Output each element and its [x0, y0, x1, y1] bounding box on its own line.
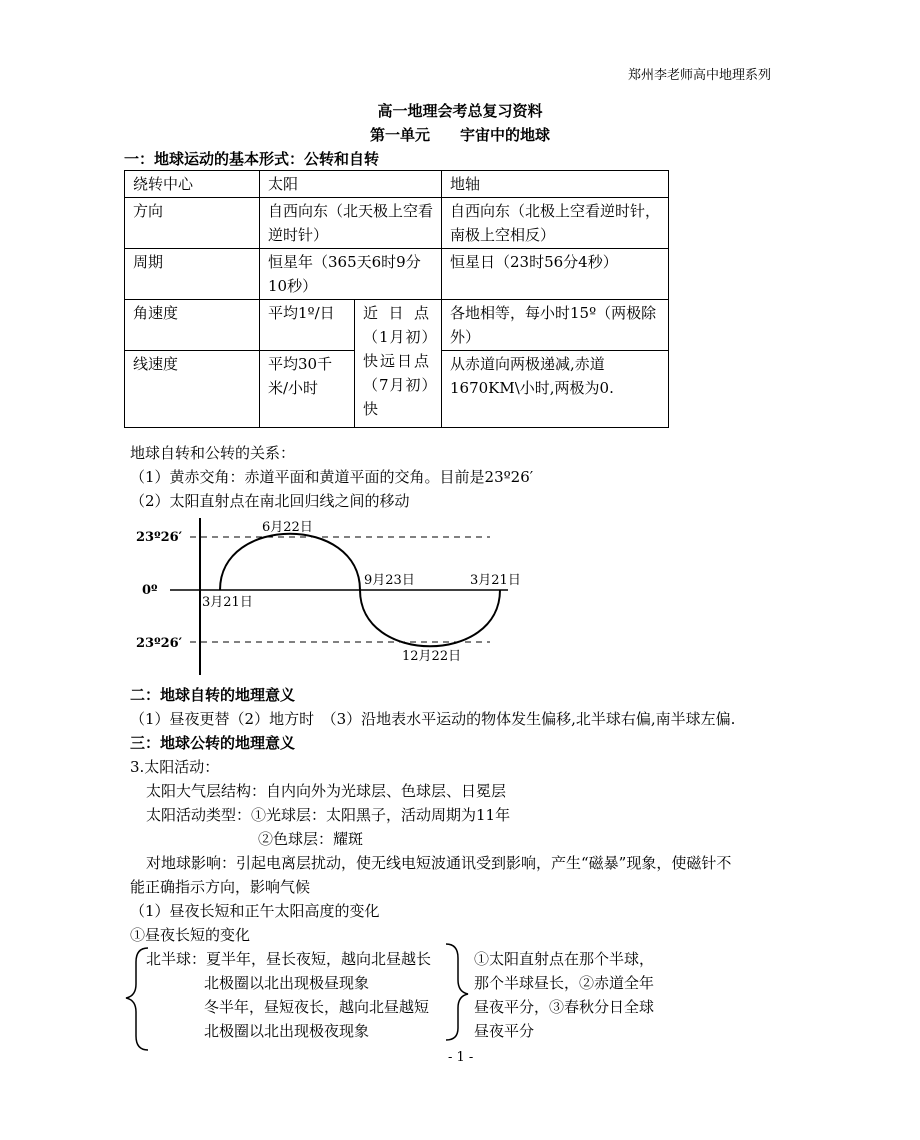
- date-label: 12月22日: [402, 649, 462, 664]
- earth-impact-line-1: 对地球影响：引起电离层扰动，使无线电短波通讯受到影响，产生“磁暴”现象，使磁针不: [146, 854, 732, 872]
- conclusion-line-3: 昼夜平分，③春秋分日全球: [474, 998, 655, 1016]
- relation-title: 地球自转和公转的关系：: [130, 444, 296, 462]
- sun-activity-type-2: ②色球层：耀斑: [258, 830, 364, 848]
- table-cell: 周期: [125, 249, 260, 300]
- subsection-1-1: ①昼夜长短的变化: [130, 926, 251, 944]
- section-2-text: （1）昼夜更替（2）地方时 （3）沿地表水平运动的物体发生偏移,北半球右偏,南半球左偏.: [130, 710, 736, 728]
- lat-equator-label: 0º: [142, 583, 158, 598]
- right-brace-icon: [446, 944, 468, 1040]
- table-cell: 绕转中心: [125, 171, 260, 198]
- sun-structure: 太阳大气层结构：自内向外为光球层、色球层、日冕层: [146, 782, 507, 800]
- page-header: 郑州李老师高中地理系列: [628, 68, 772, 83]
- day-night-line-1: 北半球：夏半年，昼长夜短，越向北昼越长: [146, 950, 432, 968]
- table-cell: 近日点（1月初）快远日点（7月初）快: [355, 300, 442, 428]
- table-cell: 太阳: [260, 171, 442, 198]
- date-label: 9月23日: [364, 573, 415, 588]
- document-title: 高一地理会考总复习资料: [377, 102, 543, 120]
- conclusion-line-4: 昼夜平分: [474, 1022, 535, 1040]
- section-3-heading: 三：地球公转的地理意义: [130, 734, 296, 752]
- table-cell: 自西向东（北天极上空看逆时针）: [260, 198, 442, 249]
- conclusion-line-2: 那个半球昼长，②赤道全年: [474, 974, 655, 992]
- conclusion-line-1: ①太阳直射点在那个半球，: [474, 950, 655, 968]
- table-cell: 恒星日（23时56分4秒）: [442, 249, 669, 300]
- date-label: 3月21日: [470, 573, 521, 588]
- table-cell: 自西向东（北极上空看逆时针，南极上空相反）: [442, 198, 669, 249]
- table-cell: 地轴: [442, 171, 669, 198]
- subsection-1: （1）昼夜长短和正午太阳高度的变化: [130, 902, 380, 920]
- day-night-line-3: 冬半年，昼短夜长，越向北昼越短: [204, 998, 430, 1016]
- table-cell: 各地相等，每小时15º（两极除外）: [442, 300, 669, 351]
- left-brace-icon: [126, 948, 148, 1050]
- relation-item-1: （1）黄赤交角：赤道平面和黄道平面的交角。目前是23º26′: [130, 468, 534, 486]
- table-cell: 角速度: [125, 300, 260, 351]
- table-cell: 方向: [125, 198, 260, 249]
- sun-activity-type: 太阳活动类型：①光球层：太阳黑子，活动周期为11年: [146, 806, 511, 824]
- lat-north-label: 23º26′: [136, 530, 183, 545]
- table-cell: 线速度: [125, 351, 260, 428]
- table-cell: 恒星年（365天6时9分10秒）: [260, 249, 442, 300]
- table-cell: 从赤道向两极递减,赤道1670KM\小时,两极为0.: [442, 351, 669, 428]
- page-number: - 1 -: [448, 1050, 474, 1065]
- relation-item-2: （2）太阳直射点在南北回归线之间的移动: [130, 492, 410, 510]
- lat-south-label: 23º26′: [136, 636, 183, 651]
- date-label: 6月22日: [262, 520, 313, 535]
- section-2-heading: 二：地球自转的地理意义: [130, 686, 296, 704]
- day-night-line-4: 北极圈以北出现极夜现象: [204, 1022, 370, 1040]
- section-1-heading: 一：地球运动的基本形式：公转和自转: [124, 150, 380, 168]
- table-cell: 平均1º/日: [260, 300, 355, 351]
- day-night-line-2: 北极圈以北出现极昼现象: [204, 974, 370, 992]
- earth-impact-line-2: 能正确指示方向，影响气候: [130, 878, 311, 896]
- unit-title: 第一单元 宇宙中的地球: [369, 126, 550, 144]
- sun-activity-title: 3.太阳活动：: [130, 758, 220, 776]
- table-cell: 平均30千米/小时: [260, 351, 355, 428]
- date-label: 3月21日: [202, 595, 253, 610]
